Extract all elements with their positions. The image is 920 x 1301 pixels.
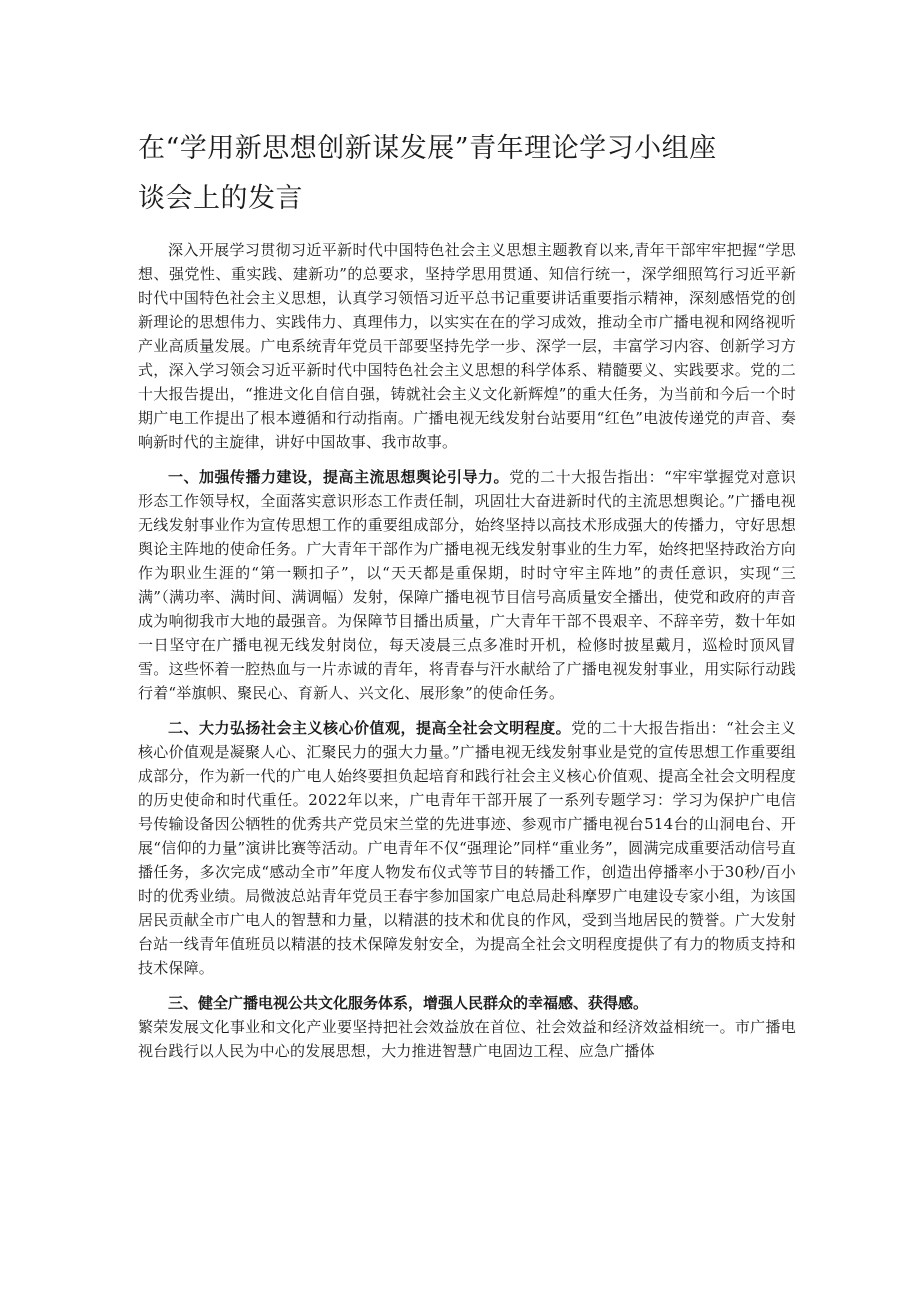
intro-paragraph: 深入开展学习贯彻习近平新时代中国特色社会主义思想主题教育以来,青年干部牢牢把握“学思想、强党性、重实践、建新功”的总要求，坚持学思用贯通、知信行统一，深学细照笃行习近平新时代中国特色社会主义思想，认真学习领悟习近平总书记重要讲话重要指示精神，深刻感悟党的创新理论的思想伟力、实践伟力、真理伟力，以实实在在的学习成效，推动全市广播电视和网络视听产业高质量发展。广电系统青年党员干部要坚持先学一步、深学一层，丰富学习内容、创新学习方式，深入学习领会习近平新时代中国特色社会主义思想的科学体系、精髓要义、实践要求。党的二十大报告提出，“推进文化自信自强，铸就社会主义文化新辉煌”的重大任务，为当前和今后一个时期广电工作提出了根本遵循和行动指南。广播电视无线发射台站要用“红色”电波传递党的声音、奏响新时代的主旋律，讲好中国故事、我市故事。 (138, 241, 796, 451)
title-line-1: 在“学用新思想创新谋发展”青年理论学习小组座 (138, 133, 717, 164)
section-2-heading: 二、大力弘扬社会主义核心价值观，提高全社会文明程度。 (168, 719, 572, 737)
section-1-paragraph (138, 465, 796, 705)
section-2-paragraph (138, 716, 796, 980)
section-3-body: 繁荣发展文化事业和文化产业要坚持把社会效益放在首位、社会效益和经济效益相统一。市广播电视台践行以人民为中心的发展思想，大力推进智慧广电固边工程、应急广播体 (138, 1018, 796, 1060)
title-line-2: 谈会上的发言 (138, 183, 303, 214)
section-3-heading: 三、健全广播电视公共文化服务体系，增强人民群众的幸福感、获得感。 (168, 994, 649, 1012)
document-page (138, 0, 796, 1063)
section-2-body: 党的二十大报告指出：“社会主义核心价值观是凝聚人心、汇聚民力的强大力量。”广播电视无线发射事业是党的宣传思想工作重要组成部分，作为新一代的广电人始终要担负起培育和践行社会主义核心价值观、提高全社会文明程度的历史使命和时代重任。2022年以来，广电青年干部开展了一系列专题学习：学习为保护广电信号传输设备因公牺牲的优秀共产党员宋兰堂的先进事迹、参观市广播电视台514台的山洞电台、开展“信仰的力量”演讲比赛等活动。广电青年不仅“强理论”同样“重业务”，圆满完成重要活动信号直播任务，多次完成“感动全市”年度人物发布仪式等节目的转播工作，创造出停播率小于30秒/百小时的优秀业绩。局微波总站青年党员王春宇参加国家广电总局赴科摩罗广电建设专家小组，为该国居民贡献全市广电人的智慧和力量，以精湛的技术和优良的作风，受到当地居民的赞誉。广大发射台站一线青年值班员以精湛的技术保障发射安全，为提高全社会文明程度提供了有力的物质支持和技术保障。 (138, 719, 797, 977)
document-title (138, 0, 778, 224)
section-1-body: 党的二十大报告指出：“牢牢掌握党对意识形态工作领导权，全面落实意识形态工作责任制，巩固壮大奋进新时代的主流思想舆论。”广播电视无线发射事业作为宣传思想工作的重要组成部分，始终坚持以高技术形成强大的传播力，守好思想舆论主阵地的使命任务。广大青年干部作为广播电视无线发射事业的生力军，始终把坚持政治方向作为职业生涯的“第一颗扣子”，以“天天都是重保期，时时守牢主阵地”的责任意识，实现“三满”（满功率、满时间、满调幅）发射，保障广播电视节目信号高质量安全播出，使党和政府的声音成为响彻我市大地的最强音。为保障节目播出质量，广大青年干部不畏艰辛、不辞辛劳，数十年如一日坚守在广播电视无线发射岗位，每天凌晨三点多准时开机，检修时披星戴月，巡检时顶风冒雪。这些怀着一腔热血与一片赤诚的青年，将青春与汗水献给了广播电视发射事业，用实际行动践行着“举旗帜、聚民心、育新人、兴文化、展形象”的使命任务。 (138, 468, 796, 702)
section-1-heading: 一、加强传播力建设，提高主流思想舆论引导力。 (168, 468, 510, 486)
